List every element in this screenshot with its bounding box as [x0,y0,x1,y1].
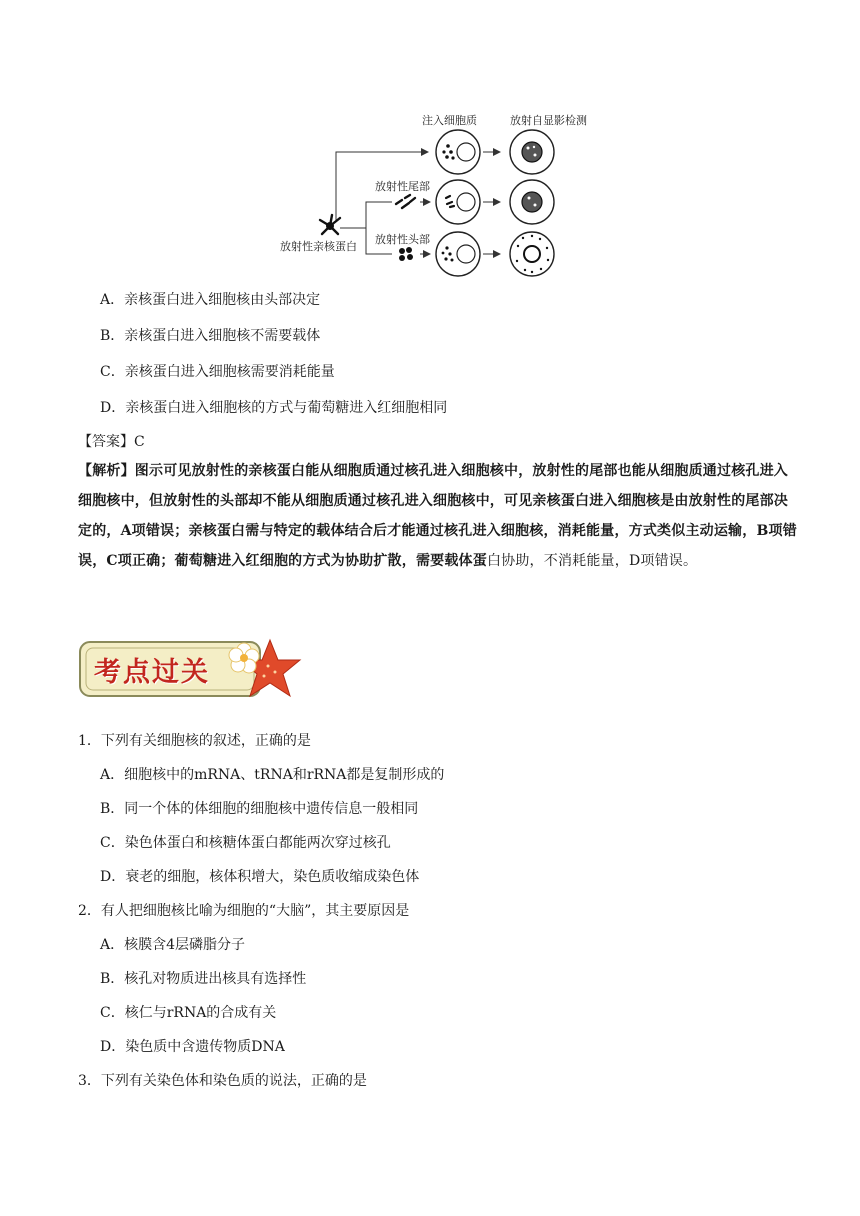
example-option-d: D．亲核蛋白进入细胞核的方式与葡萄糖进入红细胞相同 [100,400,448,416]
banner-title: 考点过关 [94,657,210,688]
explanation-tail: 白协助，不消耗能量，D项错误。 [486,553,698,569]
label-head: 放射性头部 [375,233,430,246]
branch-line-tail [340,202,392,228]
question-2-option-b: B．核孔对物质进出核具有选择性 [100,971,307,987]
label-detect: 放射自显影检测 [510,114,587,127]
explanation-main: 【解析】图示可见放射性的亲核蛋白能从细胞质通过核孔进入细胞核中，放射性的尾部也能从细胞质通过核孔进入细胞核中，但放射性的头部却不能从细胞质通过核孔进入细胞核中，可见亲核蛋白进入细胞核是由放射性的尾部决定的，A项错误；亲核蛋白需与特定的载体结合后才能通过核孔进入细胞核，消耗能量，方式类似主动运输，B项错误，C项正确；葡萄糖进入红细胞的方式为协助扩散，需要载体蛋 [78,463,797,569]
question-3-stem: 3．下列有关染色体和染色质的说法，正确的是 [78,1073,367,1089]
label-inject: 注入细胞质 [422,114,477,127]
label-protein: 放射性亲核蛋白 [280,240,357,253]
cell-tail-detected [510,180,554,224]
nuclear-protein-experiment-diagram [270,108,600,284]
cell-tail-injected [436,180,480,224]
question-2-stem: 2．有人把细胞核比喻为细胞的“大脑”，其主要原因是 [78,903,410,919]
cell-whole-detected [510,130,554,174]
head-fragment-icon [399,247,413,261]
example-option-a: A．亲核蛋白进入细胞核由头部决定 [100,292,321,308]
label-tail: 放射性尾部 [375,180,430,193]
example-option-c: C．亲核蛋白进入细胞核需要消耗能量 [100,364,335,380]
cell-head-detected [510,232,554,276]
explanation [78,456,800,576]
nuclear-protein-icon [320,215,340,234]
answer-line: 【答案】C [78,434,145,450]
question-2-option-c: C．核仁与rRNA的合成有关 [100,1005,277,1021]
section-banner [78,636,310,702]
question-1-option-d: D．衰老的细胞，核体积增大，染色质收缩成染色体 [100,869,420,885]
question-1-option-c: C．染色体蛋白和核糖体蛋白都能两次穿过核孔 [100,835,391,851]
question-1-option-b: B．同一个体的体细胞的细胞核中遗传信息一般相同 [100,801,419,817]
cell-head-injected [436,232,480,276]
question-1-stem: 1．下列有关细胞核的叙述，正确的是 [78,733,311,749]
cell-whole-injected [436,130,480,174]
question-1-option-a: A．细胞核中的mRNA、tRNA和rRNA都是复制形成的 [100,767,445,783]
question-2-option-d: D．染色质中含遗传物质DNA [100,1039,285,1055]
example-option-b: B．亲核蛋白进入细胞核不需要载体 [100,328,321,344]
tail-fragment-icon [396,195,415,208]
question-2-option-a: A．核膜含4层磷脂分子 [100,937,246,953]
